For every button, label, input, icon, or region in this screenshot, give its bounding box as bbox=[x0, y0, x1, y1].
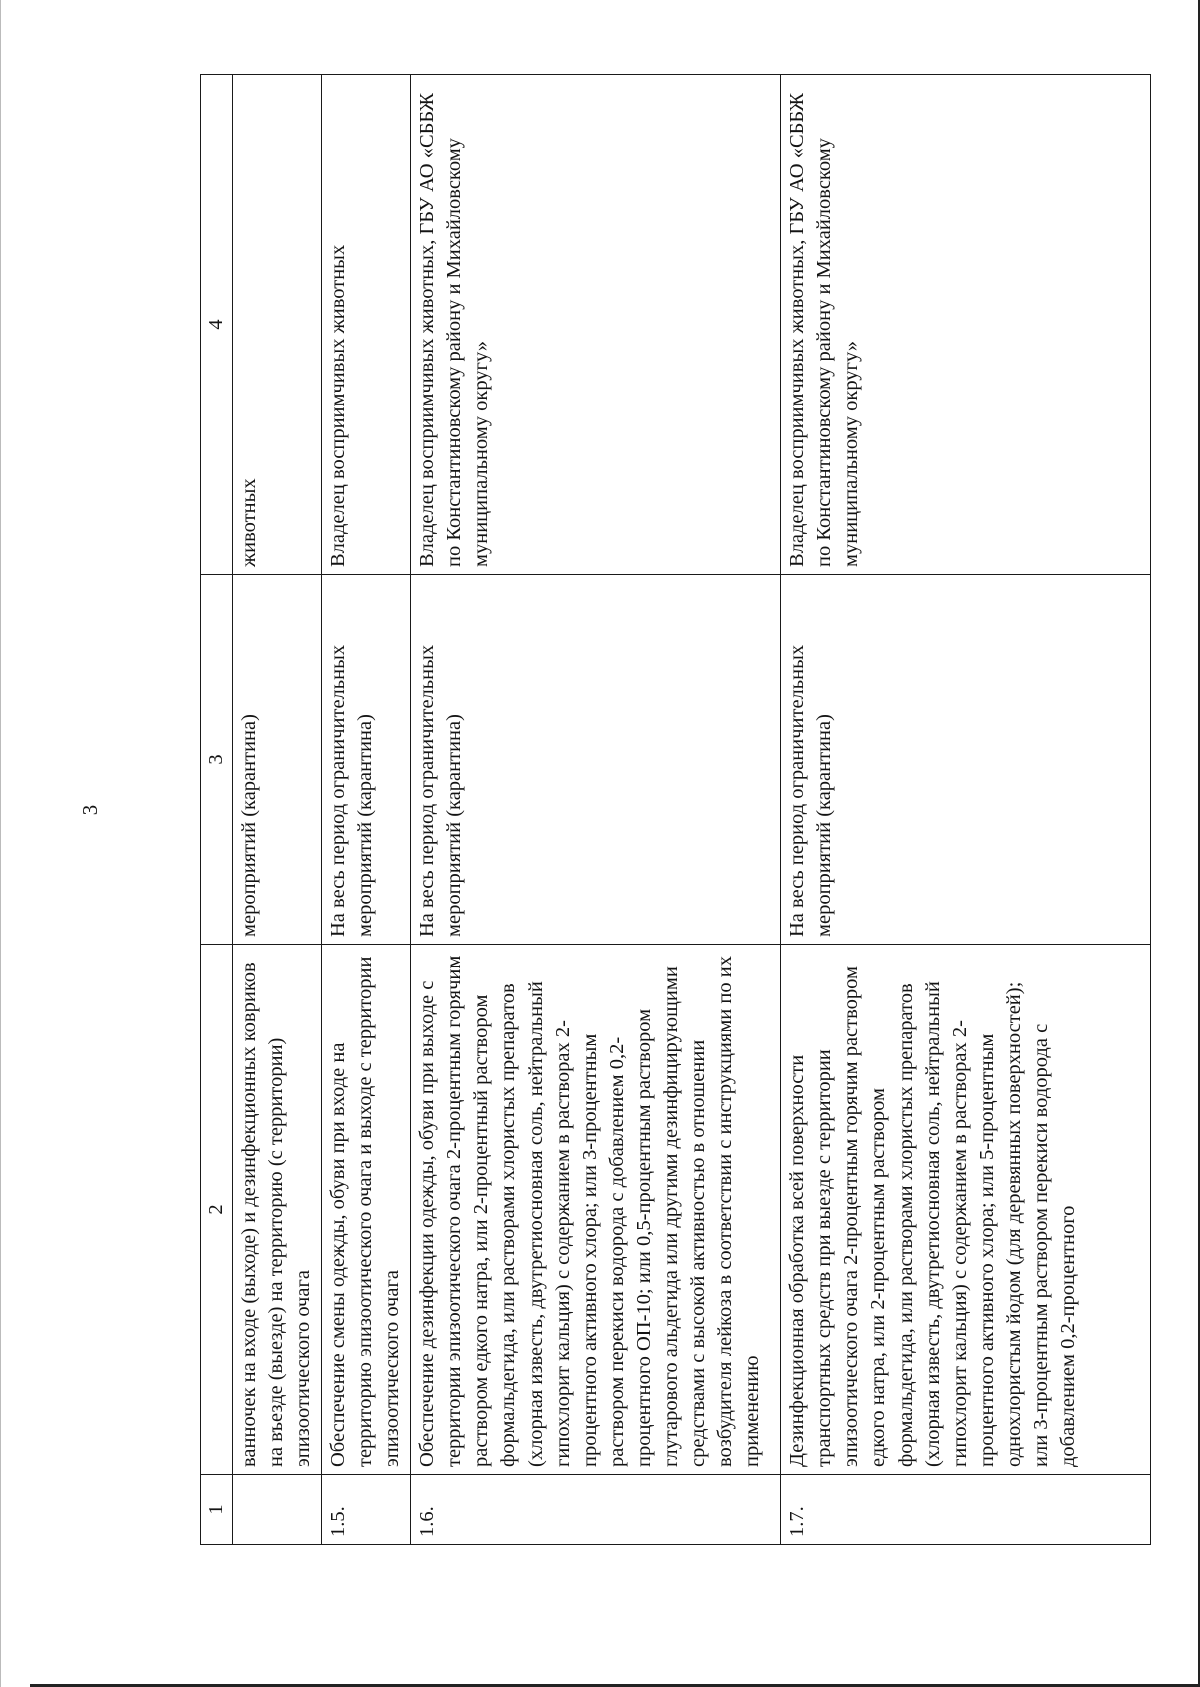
table-row bbox=[781, 75, 1151, 1545]
period-cell: На весь период ограничительных мероприятий (карантина) bbox=[781, 575, 1151, 945]
table-row bbox=[233, 75, 322, 1545]
row-number bbox=[233, 1475, 322, 1545]
header-col-2: 2 bbox=[201, 945, 233, 1475]
table-header-row bbox=[201, 75, 233, 1545]
measure-cell: Обеспечение смены одежды, обуви при входе на территорию эпизоотического очага и выходе с территории эпизоотического очага bbox=[322, 945, 411, 1475]
header-col-1: 1 bbox=[201, 1475, 233, 1545]
table-row bbox=[411, 75, 781, 1545]
measure-cell: Обеспечение дезинфекции одежды, обуви при выходе с территории эпизоотического очага 2-процентным горячим раствором едкого натра, или 2-процентный раствором формальдегида, или растворами хлористых препаратов (хлорная известь, двутретиосновная соль, нейтральный гипохлорит кальция) с содержанием в растворах 2-процентного активного хлора; или 3-процентным раствором перекиси водорода с добавлением 0,2-процентного ОП-10; или 0,5-процентным раствором глутарового альдегида или другими дезинфицирующими средствами с высокой активностью в отношении возбудителя лейкоза в соответствии с инструкциями по их применению bbox=[411, 945, 781, 1475]
header-col-4: 4 bbox=[201, 75, 233, 575]
header-col-3: 3 bbox=[201, 575, 233, 945]
measure-cell: Дезинфекционная обработка всей поверхности транспортных средств при выезде с территории эпизоотического очага 2-процентным горячим раствором едкого натра, или 2-процентным раствором формальдегида, или растворами хлористых препаратов (хлорная известь, двутретиосновная соль, нейтральный гипохлорит кальция) с содержанием в растворах 2-процентного активного хлора; или 5-процентным однохлористым йодом (для деревянных поверхностей); или 3-процентным раствором перекиси водорода с добавлением 0,2-процентного bbox=[781, 945, 1151, 1475]
scan-edge-left bbox=[0, 0, 1, 1687]
responsible-cell: Владелец восприимчивых животных, ГБУ АО «СББЖ по Константиновскому району и Михайловскому муниципальному округу» bbox=[781, 75, 1151, 575]
responsible-cell: Владелец восприимчивых животных bbox=[322, 75, 411, 575]
rotated-document-page bbox=[70, 75, 1150, 1545]
table-row bbox=[322, 75, 411, 1545]
responsible-cell: животных bbox=[233, 75, 322, 575]
page-number: 3 bbox=[78, 804, 102, 816]
period-cell: мероприятий (карантина) bbox=[233, 575, 322, 945]
measures-table bbox=[200, 74, 1151, 1545]
responsible-cell: Владелец восприимчивых животных, ГБУ АО «СББЖ по Константиновскому району и Михайловскому муниципальному округу» bbox=[411, 75, 781, 575]
period-cell: На весь период ограничительных мероприятий (карантина) bbox=[322, 575, 411, 945]
row-number: 1.6. bbox=[411, 1475, 781, 1545]
period-cell: На весь период ограничительных мероприятий (карантина) bbox=[411, 575, 781, 945]
row-number: 1.7. bbox=[781, 1475, 1151, 1545]
measure-cell: ванночек на входе (выходе) и дезинфекционных ковриков на въезде (выезде) на территорию (с территории) эпизоотического очага bbox=[233, 945, 322, 1475]
row-number: 1.5. bbox=[322, 1475, 411, 1545]
